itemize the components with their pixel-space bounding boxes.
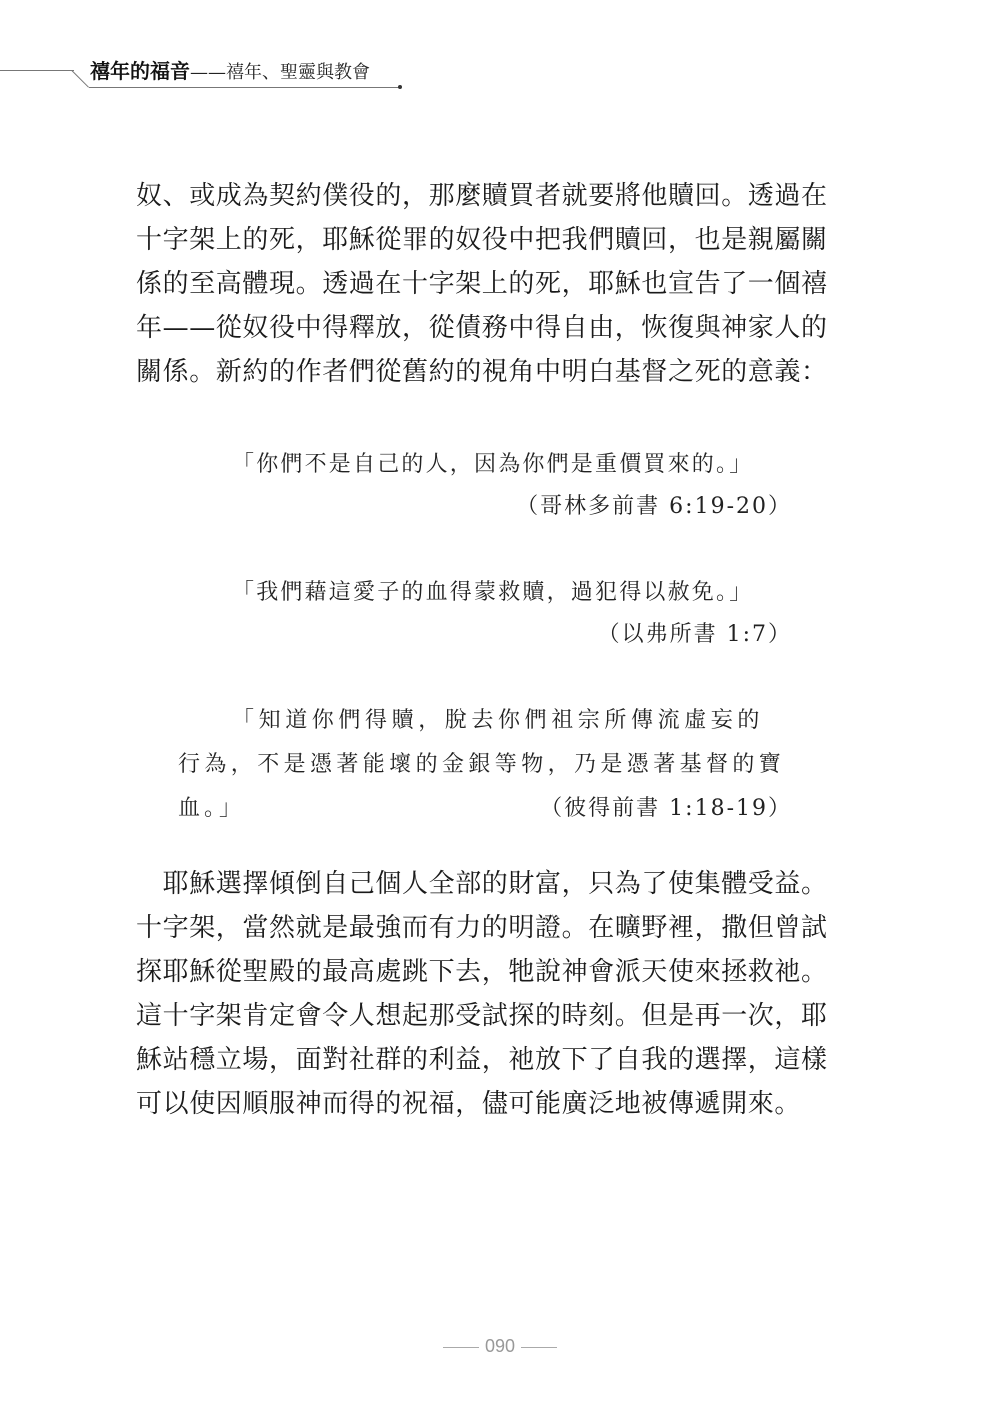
scripture-quote-3-line-2: 行為，不是憑著能壞的金銀等物，乃是憑著基督的寶 <box>178 752 786 777</box>
header-dot <box>398 85 402 89</box>
paragraph-line: 係的至高體現。透過在十字架上的死，耶穌也宣告了一個禧 <box>136 269 828 299</box>
footer-dash <box>443 1347 479 1348</box>
body-paragraph-1 <box>136 174 840 394</box>
scripture-quote-3-line-1: 「知道你們得贖，脫去你們祖宗所傳流虛妄的 <box>232 708 765 733</box>
paragraph-line: 年——從奴役中得釋放，從債務中得自由，恢復與神家人的 <box>136 313 828 343</box>
scripture-citation-3: （彼得前書 1:18-19） <box>540 796 792 821</box>
paragraph-line: 可以使因順服神而得的祝福，儘可能廣泛地被傳遞開來。 <box>136 1089 802 1119</box>
header-rule <box>0 70 74 71</box>
scripture-citation-1: （哥林多前書 6:19-20） <box>516 494 792 519</box>
paragraph-line: 十字架上的死，耶穌從罪的奴役中把我們贖回，也是親屬關 <box>136 225 828 255</box>
header-rule-slant <box>71 70 89 88</box>
page-number-footer <box>0 1334 1000 1358</box>
paragraph-line: 耶穌選擇傾倒自己個人全部的財富，只為了使集體受益。 <box>136 869 828 899</box>
scripture-quote-1: 「你們不是自己的人，因為你們是重價買來的。」 <box>232 452 754 477</box>
header-title <box>90 58 370 86</box>
header-separator: —— <box>190 62 226 83</box>
running-header <box>0 56 400 96</box>
paragraph-line: 十字架，當然就是最強而有力的明證。在曠野裡，撒但曾試 <box>136 913 828 943</box>
page-number: 090 <box>484 1336 516 1356</box>
scripture-citation-2: （以弗所書 1:7） <box>597 622 792 647</box>
paragraph-line: 關係。新約的作者們從舊約的視角中明白基督之死的意義： <box>136 357 828 387</box>
paragraph-line: 這十字架肯定會令人想起那受試探的時刻。但是再一次，耶 <box>136 1001 828 1031</box>
scripture-quote-2: 「我們藉這愛子的血得蒙救贖，過犯得以赦免。」 <box>232 580 754 605</box>
scripture-quote-3-line-3: 血。」 <box>178 796 246 821</box>
paragraph-line: 穌站穩立場，面對社群的利益，祂放下了自我的選擇，這樣 <box>136 1045 828 1075</box>
paragraph-line: 奴、或成為契約僕役的，那麼贖買者就要將他贖回。透過在 <box>136 181 828 211</box>
header-underline <box>89 87 401 88</box>
book-subtitle: 禧年、聖靈與教會 <box>226 62 370 83</box>
body-paragraph-2 <box>136 862 840 1126</box>
paragraph-line: 探耶穌從聖殿的最高處跳下去，牠說神會派天使來拯救祂。 <box>136 957 828 987</box>
footer-dash <box>521 1347 557 1348</box>
book-title: 禧年的福音 <box>90 59 190 83</box>
